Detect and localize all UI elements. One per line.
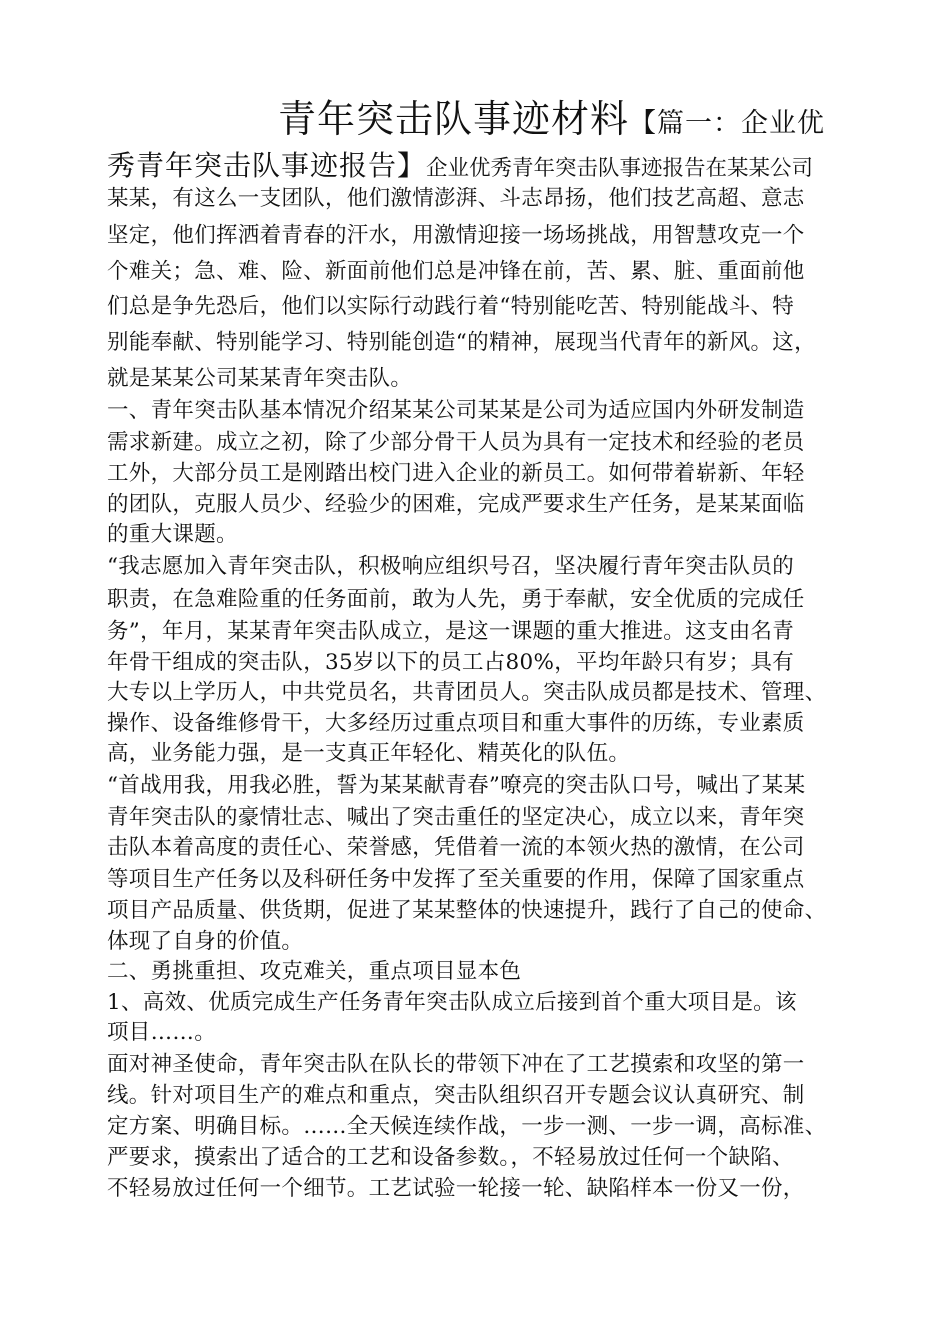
body-line: 等项目生产任务以及科研任务中发挥了至关重要的作用，保障了国家重点 (107, 867, 805, 892)
body-line: “我志愿加入青年突击队，积极响应组织号召，坚决履行青年突击队员的 (107, 554, 795, 579)
body-line: 的团队，克服人员少、经验少的困难，完成严要求生产任务，是某某面临 (107, 492, 805, 517)
body-line: 体现了自身的价值。 (107, 929, 304, 954)
body-line: 需求新建。成立之初，除了少部分骨干人员为具有一定技术和经验的老员 (107, 430, 805, 455)
body-line: 1、高效、优质完成生产任务青年突击队成立后接到首个重大项目是。该 (107, 990, 797, 1015)
body-line: 项目……。 (107, 1020, 217, 1045)
body-line: 项目产品质量、供货期，促进了某某整体的快速提升，践行了自己的使命、 (107, 898, 827, 923)
body-line: 的重大课题。 (107, 522, 238, 547)
body-line: 高，业务能力强，是一支真正年轻化、精英化的队伍。 (107, 741, 631, 766)
body-line: 青年突击队的豪情壮志、喊出了突击重任的坚定决心，成立以来，青年突 (107, 805, 805, 830)
body-line: 定方案、明确目标。……全天候连续作战，一步一测、一步一调，高标准、 (107, 1114, 827, 1139)
body-line: 别能奉献、特别能学习、特别能创造“的精神，展现当代青年的新风。这， (107, 330, 816, 355)
body-line: 工外，大部分员工是刚踏出校门进入企业的新员工。如何带着崭新、年轻 (107, 461, 805, 486)
body-line: 个难关；急、难、险、新面前他们总是冲锋在前，苦、累、脏、重面前他 (107, 259, 805, 284)
body-line: 某某，有这么一支团队，他们激情澎湃、斗志昂扬，他们技艺高超、意志 (107, 186, 805, 211)
body-line: 大专以上学历人，中共党员名，共青团员人。突击队成员都是技术、管理、 (107, 680, 827, 705)
title-line-2 (107, 144, 813, 184)
body-line: 线。针对项目生产的难点和重点，突击队组织召开专题会议认真研究、制 (107, 1083, 805, 1108)
document-title: 青年突击队事迹材料 (278, 97, 630, 141)
title-line-1 (278, 96, 825, 142)
body-line: 面对神圣使命，青年突击队在队长的带领下冲在了工艺摸索和攻坚的第一 (107, 1052, 805, 1077)
body-line: 务”，年月，某某青年突击队成立，是这一课题的重大推进。这支由名青 (107, 619, 795, 644)
body-line: 操作、设备维修骨干，大多经历过重点项目和重大事件的历练，专业素质 (107, 711, 805, 736)
body-line: 击队本着高度的责任心、荣誉感，凭借着一流的本领火热的激情，在公司 (107, 835, 805, 860)
body-line: 一、青年突击队基本情况介绍某某公司某某是公司为适应国内外研发制造 (107, 398, 805, 423)
body-line: 职责，在急难险重的任务面前，敢为人先，勇于奉献，安全优质的完成任 (107, 587, 805, 612)
body-line: 年骨干组成的突击队，35岁以下的员工占80%，平均年龄只有岁；具有 (107, 650, 795, 675)
subtitle-part-1: 【篇一：企业优 (629, 108, 826, 139)
body-line: 不轻易放过任何一个细节。工艺试验一轮接一轮、缺陷样本一份又一份， (107, 1176, 805, 1201)
body-line: 严要求，摸索出了适合的工艺和设备参数。，不轻易放过任何一个缺陷、 (107, 1145, 794, 1170)
subtitle-part-2: 秀青年突击队事迹报告】 (107, 149, 427, 182)
paragraph-lead: 企业优秀青年突击队事迹报告在某某公司 (426, 156, 814, 181)
body-line: 们总是争先恐后，他们以实际行动践行着“特别能吃苦、特别能战斗、特 (107, 294, 795, 319)
body-line: 坚定，他们挥洒着青春的汗水，用激情迎接一场场挑战，用智慧攻克一个 (107, 223, 805, 248)
body-line: “首战用我，用我必胜，誓为某某献青春”嘹亮的突击队口号，喊出了某某 (107, 773, 806, 798)
body-line: 就是某某公司某某青年突击队。 (107, 366, 413, 391)
body-line: 二、勇挑重担、攻克难关，重点项目显本色 (107, 959, 522, 984)
